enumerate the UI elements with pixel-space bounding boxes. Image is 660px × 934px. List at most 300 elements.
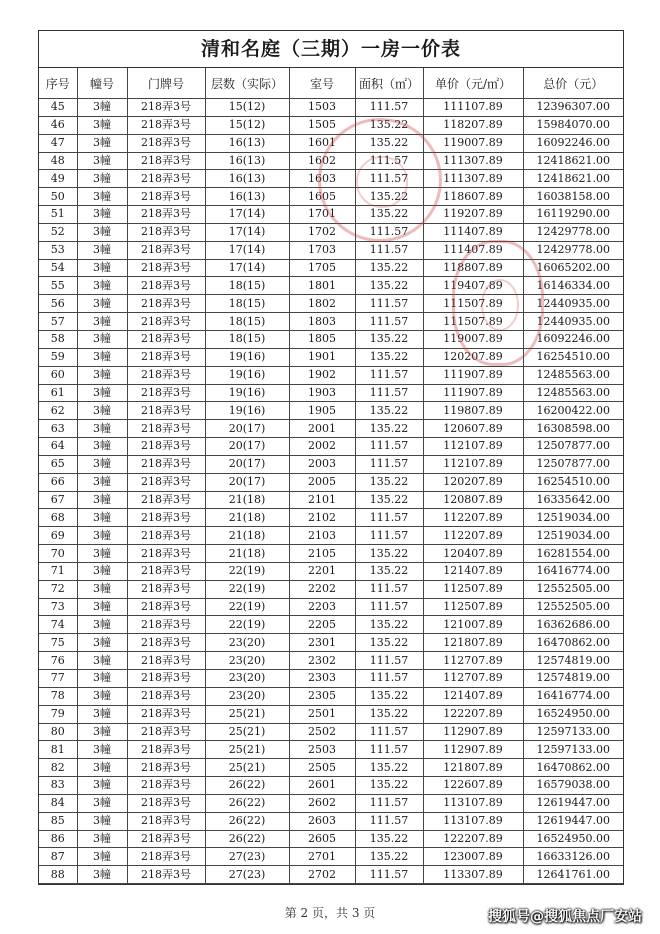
table-cell: 111307.89 bbox=[423, 170, 523, 188]
table-cell: 16119290.00 bbox=[523, 206, 623, 224]
table-cell: 27(23) bbox=[205, 848, 289, 866]
table-cell: 2005 bbox=[289, 473, 355, 491]
table-cell: 111.57 bbox=[355, 580, 423, 598]
table-row bbox=[39, 848, 623, 866]
table-cell: 3幢 bbox=[77, 259, 127, 277]
table-cell: 218弄3号 bbox=[127, 562, 205, 580]
table-cell: 20(17) bbox=[205, 455, 289, 473]
table-cell: 112107.89 bbox=[423, 455, 523, 473]
table-cell: 135.22 bbox=[355, 277, 423, 295]
table-row bbox=[39, 116, 623, 134]
table-cell: 3幢 bbox=[77, 206, 127, 224]
table-cell: 85 bbox=[39, 812, 77, 830]
table-cell: 1601 bbox=[289, 134, 355, 152]
table-cell: 2105 bbox=[289, 545, 355, 563]
table-cell: 71 bbox=[39, 562, 77, 580]
table-cell: 1805 bbox=[289, 330, 355, 348]
table-cell: 23(20) bbox=[205, 670, 289, 688]
table-cell: 20(17) bbox=[205, 438, 289, 456]
table-row bbox=[39, 616, 623, 634]
table-cell: 21(18) bbox=[205, 527, 289, 545]
table-cell: 3幢 bbox=[77, 402, 127, 420]
table-cell: 218弄3号 bbox=[127, 116, 205, 134]
table-cell: 2205 bbox=[289, 616, 355, 634]
table-cell: 3幢 bbox=[77, 509, 127, 527]
table-cell: 119007.89 bbox=[423, 134, 523, 152]
table-cell: 112107.89 bbox=[423, 438, 523, 456]
table-cell: 218弄3号 bbox=[127, 366, 205, 384]
table-cell: 119207.89 bbox=[423, 206, 523, 224]
table-row bbox=[39, 491, 623, 509]
table-cell: 218弄3号 bbox=[127, 598, 205, 616]
table-cell: 135.22 bbox=[355, 116, 423, 134]
table-row bbox=[39, 741, 623, 759]
table-cell: 112907.89 bbox=[423, 723, 523, 741]
table-cell: 3幢 bbox=[77, 366, 127, 384]
table-cell: 113307.89 bbox=[423, 866, 523, 884]
table-cell: 53 bbox=[39, 241, 77, 259]
table-cell: 3幢 bbox=[77, 384, 127, 402]
table-cell: 111.57 bbox=[355, 455, 423, 473]
table-cell: 47 bbox=[39, 134, 77, 152]
table-cell: 218弄3号 bbox=[127, 206, 205, 224]
table-cell: 135.22 bbox=[355, 491, 423, 509]
table-cell: 83 bbox=[39, 777, 77, 795]
table-cell: 2202 bbox=[289, 580, 355, 598]
table-cell: 12485563.00 bbox=[523, 384, 623, 402]
table-cell: 16254510.00 bbox=[523, 348, 623, 366]
table-cell: 2102 bbox=[289, 509, 355, 527]
table-cell: 16(13) bbox=[205, 188, 289, 206]
table-cell: 2505 bbox=[289, 759, 355, 777]
table-cell: 120807.89 bbox=[423, 491, 523, 509]
table-cell: 16(13) bbox=[205, 152, 289, 170]
table-cell: 67 bbox=[39, 491, 77, 509]
table-cell: 3幢 bbox=[77, 687, 127, 705]
table-cell: 3幢 bbox=[77, 759, 127, 777]
table-header-row bbox=[39, 68, 623, 99]
table-cell: 218弄3号 bbox=[127, 652, 205, 670]
table-row bbox=[39, 473, 623, 491]
table-row bbox=[39, 527, 623, 545]
table-cell: 3幢 bbox=[77, 241, 127, 259]
table-cell: 2002 bbox=[289, 438, 355, 456]
table-cell: 3幢 bbox=[77, 741, 127, 759]
table-cell: 3幢 bbox=[77, 116, 127, 134]
table-cell: 50 bbox=[39, 188, 77, 206]
table-cell: 218弄3号 bbox=[127, 295, 205, 313]
table-cell: 17(14) bbox=[205, 259, 289, 277]
column-header: 幢号 bbox=[77, 68, 127, 99]
table-cell: 218弄3号 bbox=[127, 687, 205, 705]
table-cell: 2301 bbox=[289, 634, 355, 652]
table-cell: 12507877.00 bbox=[523, 438, 623, 456]
table-cell: 2602 bbox=[289, 794, 355, 812]
table-cell: 61 bbox=[39, 384, 77, 402]
table-cell: 16579038.00 bbox=[523, 777, 623, 795]
table-cell: 218弄3号 bbox=[127, 259, 205, 277]
table-cell: 218弄3号 bbox=[127, 509, 205, 527]
table-cell: 12619447.00 bbox=[523, 794, 623, 812]
table-row bbox=[39, 777, 623, 795]
table-row bbox=[39, 455, 623, 473]
table-cell: 3幢 bbox=[77, 170, 127, 188]
table-cell: 16633126.00 bbox=[523, 848, 623, 866]
table-cell: 20(17) bbox=[205, 473, 289, 491]
table-cell: 51 bbox=[39, 206, 77, 224]
table-cell: 57 bbox=[39, 313, 77, 331]
table-cell: 16524950.00 bbox=[523, 705, 623, 723]
table-cell: 15(12) bbox=[205, 99, 289, 117]
table-cell: 3幢 bbox=[77, 794, 127, 812]
table-cell: 218弄3号 bbox=[127, 402, 205, 420]
table-cell: 3幢 bbox=[77, 134, 127, 152]
table-cell: 111.57 bbox=[355, 741, 423, 759]
table-cell: 1903 bbox=[289, 384, 355, 402]
table-cell: 18(15) bbox=[205, 330, 289, 348]
table-cell: 12552505.00 bbox=[523, 580, 623, 598]
table-cell: 16038158.00 bbox=[523, 188, 623, 206]
table-cell: 2003 bbox=[289, 455, 355, 473]
table-cell: 22(19) bbox=[205, 616, 289, 634]
table-cell: 12574819.00 bbox=[523, 670, 623, 688]
table-cell: 15(12) bbox=[205, 116, 289, 134]
table-row bbox=[39, 277, 623, 295]
table-cell: 135.22 bbox=[355, 777, 423, 795]
table-cell: 2603 bbox=[289, 812, 355, 830]
table-cell: 18(15) bbox=[205, 313, 289, 331]
table-cell: 218弄3号 bbox=[127, 170, 205, 188]
table-cell: 60 bbox=[39, 366, 77, 384]
table-cell: 111.57 bbox=[355, 313, 423, 331]
table-cell: 112707.89 bbox=[423, 670, 523, 688]
table-row bbox=[39, 509, 623, 527]
table-cell: 123007.89 bbox=[423, 848, 523, 866]
table-cell: 135.22 bbox=[355, 562, 423, 580]
table-cell: 135.22 bbox=[355, 420, 423, 438]
table-cell: 218弄3号 bbox=[127, 794, 205, 812]
table-cell: 2302 bbox=[289, 652, 355, 670]
table-cell: 218弄3号 bbox=[127, 723, 205, 741]
table-cell: 12619447.00 bbox=[523, 812, 623, 830]
table-cell: 3幢 bbox=[77, 562, 127, 580]
table-cell: 113107.89 bbox=[423, 794, 523, 812]
table-cell: 218弄3号 bbox=[127, 830, 205, 848]
table-cell: 87 bbox=[39, 848, 77, 866]
table-cell: 135.22 bbox=[355, 705, 423, 723]
table-cell: 218弄3号 bbox=[127, 759, 205, 777]
table-cell: 112207.89 bbox=[423, 527, 523, 545]
table-cell: 111.57 bbox=[355, 384, 423, 402]
table-cell: 16254510.00 bbox=[523, 473, 623, 491]
table-cell: 16200422.00 bbox=[523, 402, 623, 420]
table-cell: 218弄3号 bbox=[127, 188, 205, 206]
table-cell: 111507.89 bbox=[423, 295, 523, 313]
table-cell: 70 bbox=[39, 545, 77, 563]
table-cell: 218弄3号 bbox=[127, 670, 205, 688]
table-cell: 25(21) bbox=[205, 723, 289, 741]
table-cell: 48 bbox=[39, 152, 77, 170]
table-cell: 21(18) bbox=[205, 545, 289, 563]
table-cell: 75 bbox=[39, 634, 77, 652]
table-row bbox=[39, 438, 623, 456]
table-cell: 86 bbox=[39, 830, 77, 848]
table-cell: 58 bbox=[39, 330, 77, 348]
table-cell: 23(20) bbox=[205, 634, 289, 652]
table-cell: 3幢 bbox=[77, 313, 127, 331]
table-cell: 59 bbox=[39, 348, 77, 366]
table-cell: 3幢 bbox=[77, 866, 127, 884]
table-row bbox=[39, 652, 623, 670]
table-cell: 121807.89 bbox=[423, 759, 523, 777]
table-cell: 218弄3号 bbox=[127, 491, 205, 509]
table-row bbox=[39, 723, 623, 741]
table-cell: 135.22 bbox=[355, 402, 423, 420]
table-cell: 3幢 bbox=[77, 188, 127, 206]
table-cell: 1602 bbox=[289, 152, 355, 170]
table-cell: 12552505.00 bbox=[523, 598, 623, 616]
table-cell: 120607.89 bbox=[423, 420, 523, 438]
table-row bbox=[39, 134, 623, 152]
price-sheet bbox=[38, 30, 624, 885]
table-cell: 111.57 bbox=[355, 652, 423, 670]
table-cell: 111.57 bbox=[355, 99, 423, 117]
table-cell: 135.22 bbox=[355, 188, 423, 206]
table-cell: 135.22 bbox=[355, 348, 423, 366]
table-cell: 77 bbox=[39, 670, 77, 688]
table-cell: 218弄3号 bbox=[127, 223, 205, 241]
table-cell: 3幢 bbox=[77, 277, 127, 295]
table-cell: 3幢 bbox=[77, 777, 127, 795]
table-cell: 3幢 bbox=[77, 580, 127, 598]
table-cell: 12440935.00 bbox=[523, 313, 623, 331]
table-cell: 3幢 bbox=[77, 491, 127, 509]
table-cell: 16065202.00 bbox=[523, 259, 623, 277]
table-cell: 12519034.00 bbox=[523, 509, 623, 527]
table-cell: 111.57 bbox=[355, 598, 423, 616]
table-cell: 121407.89 bbox=[423, 687, 523, 705]
table-cell: 3幢 bbox=[77, 723, 127, 741]
table-cell: 12507877.00 bbox=[523, 455, 623, 473]
table-cell: 111407.89 bbox=[423, 241, 523, 259]
table-cell: 1603 bbox=[289, 170, 355, 188]
table-cell: 3幢 bbox=[77, 420, 127, 438]
table-cell: 3幢 bbox=[77, 705, 127, 723]
table-cell: 19(16) bbox=[205, 366, 289, 384]
table-cell: 218弄3号 bbox=[127, 741, 205, 759]
table-cell: 12418621.00 bbox=[523, 152, 623, 170]
table-cell: 119007.89 bbox=[423, 330, 523, 348]
document-title: 清和名庭（三期）一房一价表 bbox=[39, 31, 623, 68]
table-cell: 12485563.00 bbox=[523, 366, 623, 384]
table-cell: 12396307.00 bbox=[523, 99, 623, 117]
table-cell: 2702 bbox=[289, 866, 355, 884]
table-cell: 111.57 bbox=[355, 794, 423, 812]
table-cell: 111507.89 bbox=[423, 313, 523, 331]
table-cell: 111.57 bbox=[355, 812, 423, 830]
table-cell: 79 bbox=[39, 705, 77, 723]
table-row bbox=[39, 866, 623, 884]
table-cell: 1505 bbox=[289, 116, 355, 134]
table-row bbox=[39, 188, 623, 206]
table-row bbox=[39, 348, 623, 366]
table-row bbox=[39, 313, 623, 331]
table-cell: 218弄3号 bbox=[127, 99, 205, 117]
table-cell: 218弄3号 bbox=[127, 438, 205, 456]
table-cell: 112507.89 bbox=[423, 580, 523, 598]
table-row bbox=[39, 402, 623, 420]
table-cell: 22(19) bbox=[205, 598, 289, 616]
table-cell: 23(20) bbox=[205, 687, 289, 705]
table-cell: 111.57 bbox=[355, 241, 423, 259]
table-cell: 55 bbox=[39, 277, 77, 295]
table-row bbox=[39, 330, 623, 348]
table-cell: 218弄3号 bbox=[127, 616, 205, 634]
table-cell: 16470862.00 bbox=[523, 759, 623, 777]
table-cell: 1605 bbox=[289, 188, 355, 206]
table-cell: 218弄3号 bbox=[127, 348, 205, 366]
table-cell: 111907.89 bbox=[423, 384, 523, 402]
table-cell: 1503 bbox=[289, 99, 355, 117]
table-cell: 111.57 bbox=[355, 170, 423, 188]
table-cell: 12597133.00 bbox=[523, 741, 623, 759]
table-cell: 2201 bbox=[289, 562, 355, 580]
table-cell: 135.22 bbox=[355, 848, 423, 866]
table-cell: 21(18) bbox=[205, 509, 289, 527]
table-cell: 46 bbox=[39, 116, 77, 134]
table-cell: 3幢 bbox=[77, 455, 127, 473]
price-table bbox=[39, 68, 623, 884]
table-cell: 218弄3号 bbox=[127, 866, 205, 884]
table-row bbox=[39, 687, 623, 705]
table-cell: 122207.89 bbox=[423, 830, 523, 848]
table-row bbox=[39, 812, 623, 830]
table-body bbox=[39, 99, 623, 884]
table-cell: 12597133.00 bbox=[523, 723, 623, 741]
table-cell: 84 bbox=[39, 794, 77, 812]
table-cell: 120207.89 bbox=[423, 473, 523, 491]
table-row bbox=[39, 545, 623, 563]
table-cell: 1701 bbox=[289, 206, 355, 224]
table-cell: 111907.89 bbox=[423, 366, 523, 384]
table-cell: 218弄3号 bbox=[127, 777, 205, 795]
table-row bbox=[39, 794, 623, 812]
table-cell: 1905 bbox=[289, 402, 355, 420]
table-cell: 135.22 bbox=[355, 634, 423, 652]
table-row bbox=[39, 830, 623, 848]
table-row bbox=[39, 670, 623, 688]
table-cell: 218弄3号 bbox=[127, 313, 205, 331]
table-cell: 121807.89 bbox=[423, 634, 523, 652]
table-cell: 218弄3号 bbox=[127, 580, 205, 598]
table-cell: 16(13) bbox=[205, 170, 289, 188]
table-cell: 88 bbox=[39, 866, 77, 884]
table-cell: 26(22) bbox=[205, 830, 289, 848]
table-row bbox=[39, 384, 623, 402]
table-cell: 135.22 bbox=[355, 330, 423, 348]
table-cell: 12440935.00 bbox=[523, 295, 623, 313]
table-cell: 121407.89 bbox=[423, 562, 523, 580]
table-cell: 16281554.00 bbox=[523, 545, 623, 563]
table-cell: 2605 bbox=[289, 830, 355, 848]
table-cell: 111.57 bbox=[355, 509, 423, 527]
table-cell: 1901 bbox=[289, 348, 355, 366]
table-row bbox=[39, 420, 623, 438]
table-cell: 218弄3号 bbox=[127, 705, 205, 723]
column-header: 层数（实际） bbox=[205, 68, 289, 99]
table-cell: 218弄3号 bbox=[127, 812, 205, 830]
table-cell: 18(15) bbox=[205, 277, 289, 295]
table-cell: 112907.89 bbox=[423, 741, 523, 759]
table-cell: 27(23) bbox=[205, 866, 289, 884]
table-cell: 62 bbox=[39, 402, 77, 420]
table-cell: 26(22) bbox=[205, 794, 289, 812]
table-cell: 56 bbox=[39, 295, 77, 313]
table-cell: 78 bbox=[39, 687, 77, 705]
table-cell: 45 bbox=[39, 99, 77, 117]
table-cell: 69 bbox=[39, 527, 77, 545]
table-cell: 111.57 bbox=[355, 866, 423, 884]
table-cell: 2203 bbox=[289, 598, 355, 616]
table-cell: 2103 bbox=[289, 527, 355, 545]
column-header: 室号 bbox=[289, 68, 355, 99]
table-cell: 3幢 bbox=[77, 830, 127, 848]
column-header: 单价（元/㎡） bbox=[423, 68, 523, 99]
table-cell: 26(22) bbox=[205, 812, 289, 830]
table-cell: 2101 bbox=[289, 491, 355, 509]
table-cell: 16524950.00 bbox=[523, 830, 623, 848]
table-cell: 2601 bbox=[289, 777, 355, 795]
table-cell: 122207.89 bbox=[423, 705, 523, 723]
column-header: 门牌号 bbox=[127, 68, 205, 99]
table-cell: 12574819.00 bbox=[523, 652, 623, 670]
table-cell: 218弄3号 bbox=[127, 152, 205, 170]
table-row bbox=[39, 562, 623, 580]
table-cell: 80 bbox=[39, 723, 77, 741]
table-row bbox=[39, 152, 623, 170]
table-cell: 218弄3号 bbox=[127, 420, 205, 438]
table-cell: 3幢 bbox=[77, 598, 127, 616]
table-cell: 111.57 bbox=[355, 438, 423, 456]
table-cell: 22(19) bbox=[205, 562, 289, 580]
table-cell: 2501 bbox=[289, 705, 355, 723]
table-cell: 19(16) bbox=[205, 384, 289, 402]
table-cell: 17(14) bbox=[205, 223, 289, 241]
table-cell: 3幢 bbox=[77, 223, 127, 241]
table-cell: 111107.89 bbox=[423, 99, 523, 117]
table-cell: 22(19) bbox=[205, 580, 289, 598]
table-cell: 3幢 bbox=[77, 473, 127, 491]
table-cell: 218弄3号 bbox=[127, 527, 205, 545]
table-cell: 1703 bbox=[289, 241, 355, 259]
table-cell: 26(22) bbox=[205, 777, 289, 795]
table-cell: 111.57 bbox=[355, 670, 423, 688]
table-cell: 81 bbox=[39, 741, 77, 759]
table-cell: 135.22 bbox=[355, 545, 423, 563]
table-cell: 119407.89 bbox=[423, 277, 523, 295]
table-cell: 2701 bbox=[289, 848, 355, 866]
table-cell: 72 bbox=[39, 580, 77, 598]
table-cell: 16092246.00 bbox=[523, 134, 623, 152]
table-cell: 16362686.00 bbox=[523, 616, 623, 634]
table-cell: 68 bbox=[39, 509, 77, 527]
table-cell: 16092246.00 bbox=[523, 330, 623, 348]
table-cell: 3幢 bbox=[77, 634, 127, 652]
table-row bbox=[39, 241, 623, 259]
table-cell: 16416774.00 bbox=[523, 562, 623, 580]
page-footer: 第 2 页，共 3 页 bbox=[284, 906, 376, 920]
table-cell: 12418621.00 bbox=[523, 170, 623, 188]
